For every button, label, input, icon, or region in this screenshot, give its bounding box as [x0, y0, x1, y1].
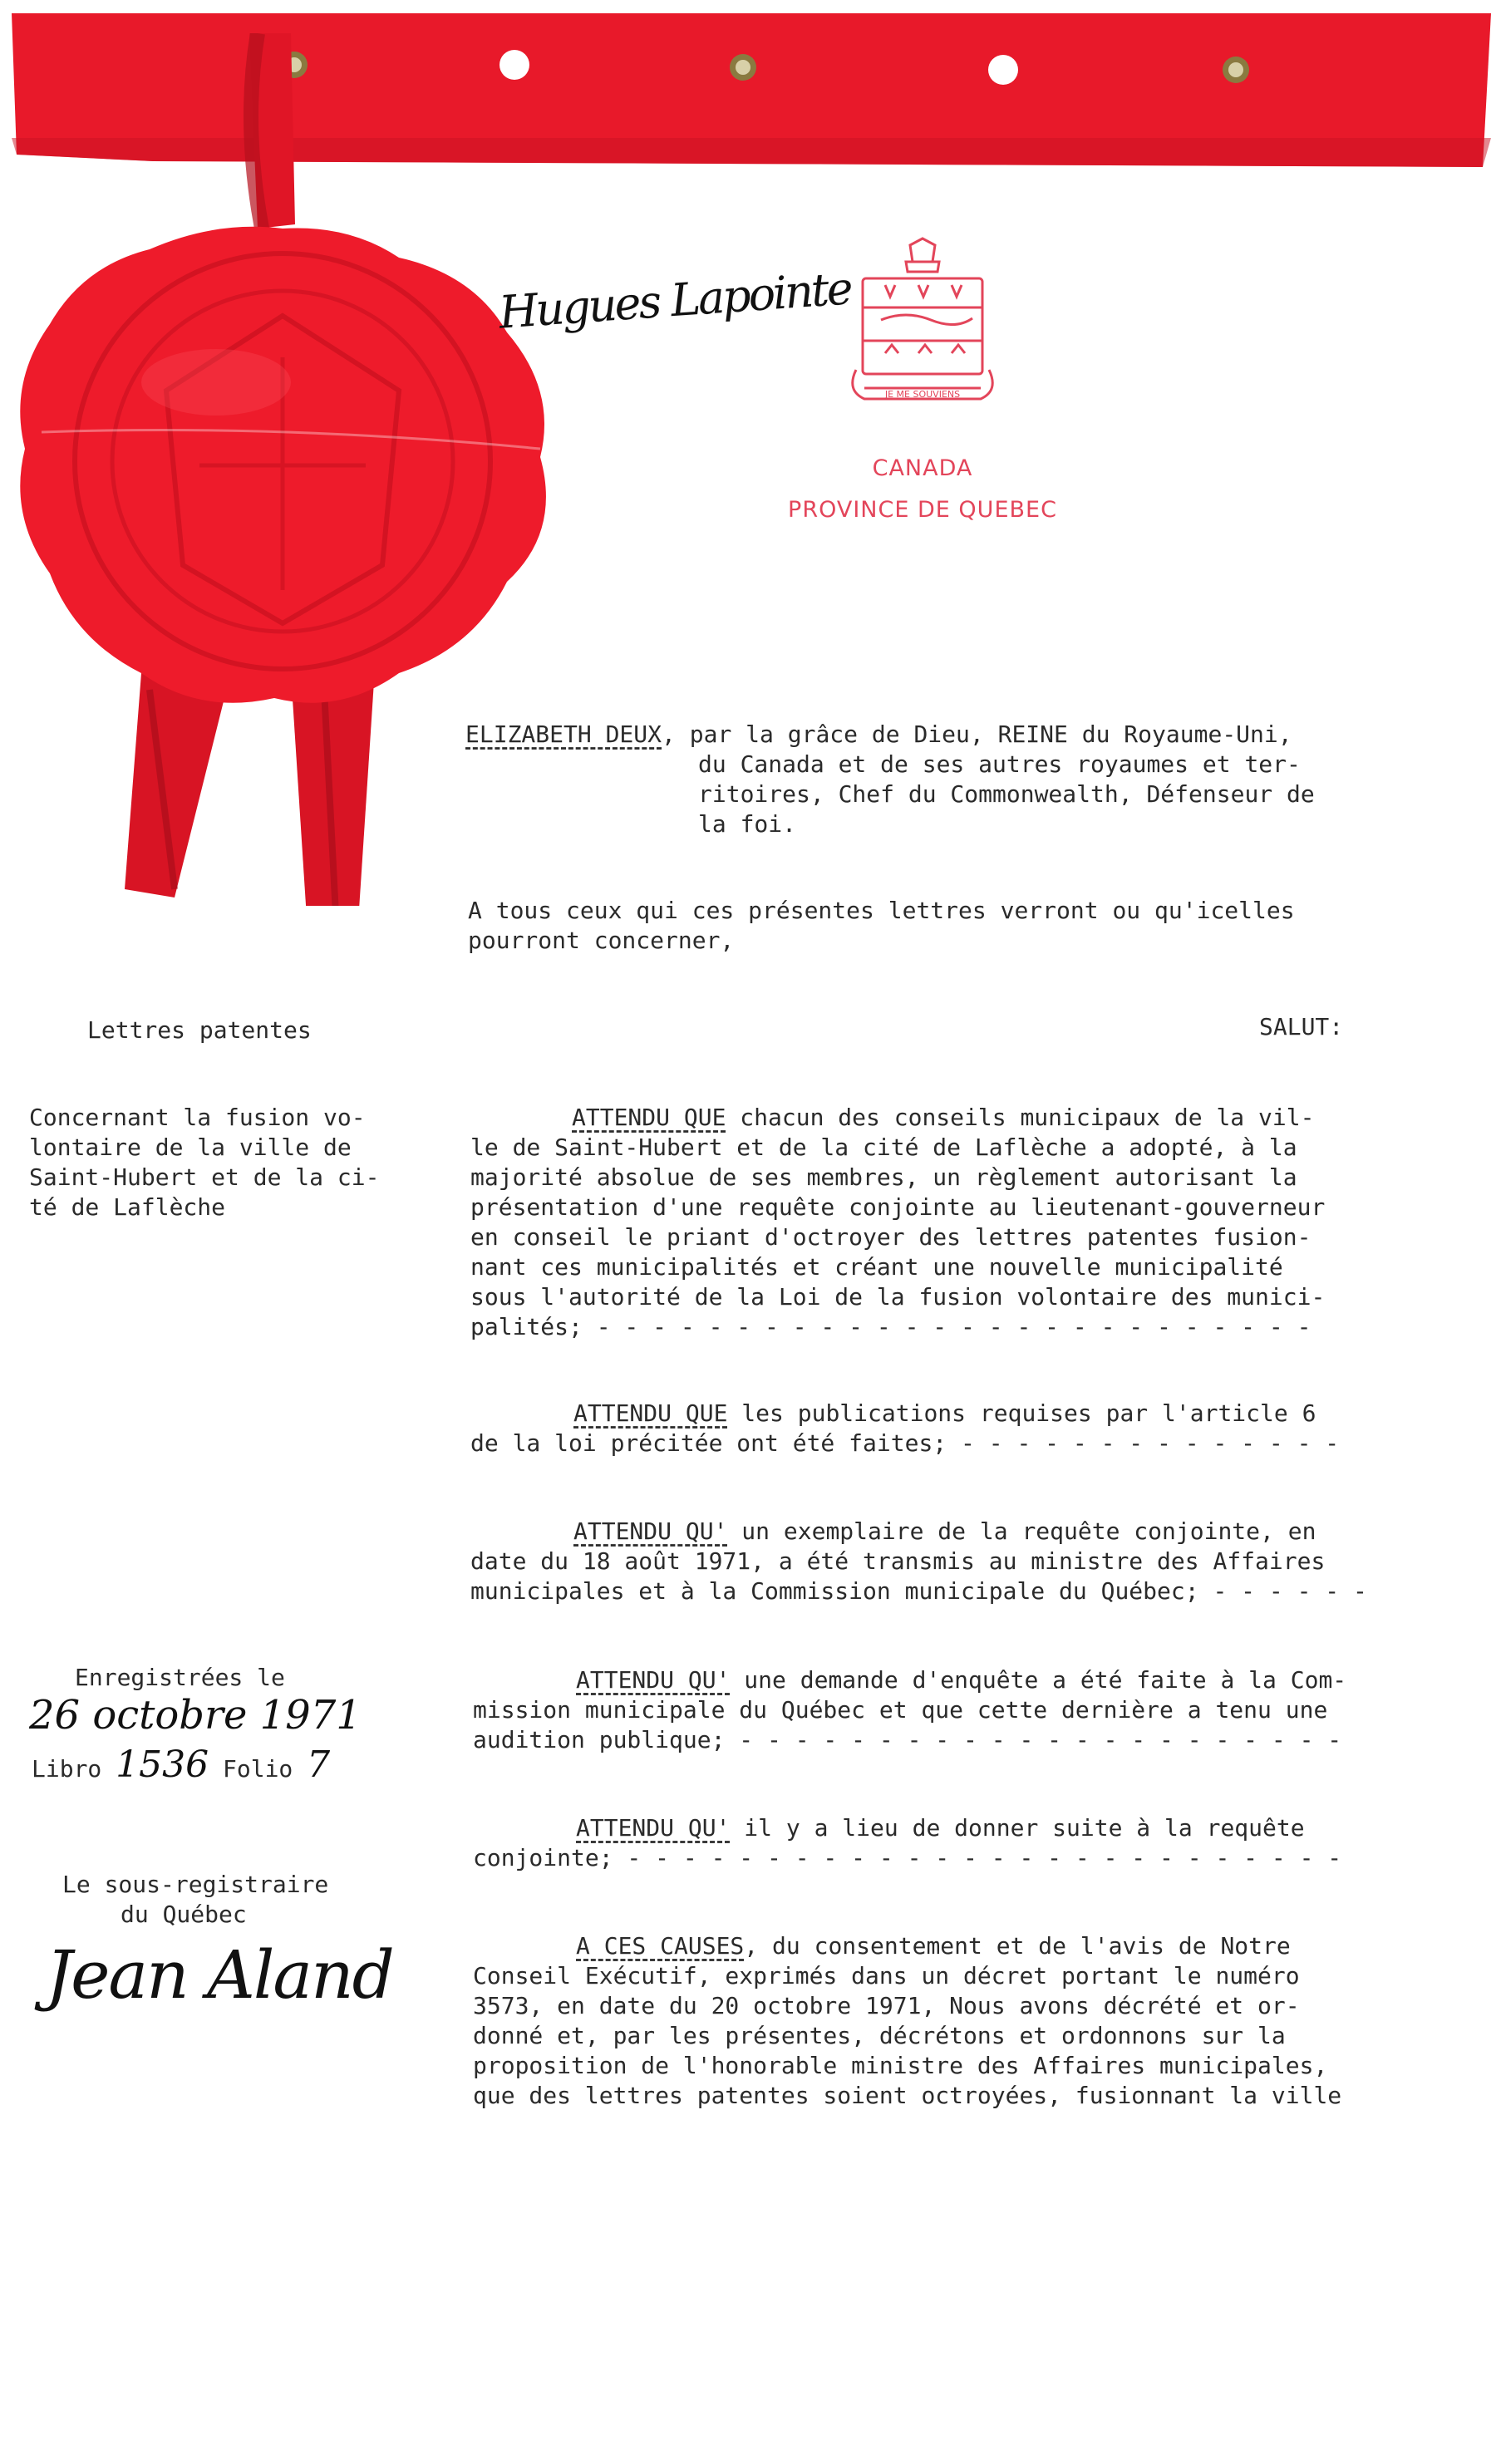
preamble-text-1: , par la grâce de Dieu, REINE du Royaume-Uni, [662, 721, 1292, 748]
clause-5-text: il y a lieu de donner suite à la requête [730, 1814, 1305, 1842]
grommet-2 [730, 54, 756, 81]
clause-3-line-3: municipales et à la Commission municipale du Québec; - - - - - - [470, 1577, 1367, 1605]
margin-subject-3: Saint-Hubert et de la ci- [29, 1163, 380, 1191]
clause-4-line-3: audition publique; - - - - - - - - - - - - - - - - - - - - - - [473, 1726, 1342, 1753]
province-heading: PROVINCE DE QUEBEC [788, 497, 1057, 523]
clause-3-line-2: date du 18 août 1971, a été transmis au ministre des Affaires [470, 1547, 1326, 1575]
clause-4-line-2: mission municipale du Québec et que cette dernière a tenu une [473, 1696, 1328, 1724]
clause-6-line-1 [576, 1931, 1291, 1961]
margin-subject-2: lontaire de la ville de [29, 1134, 352, 1161]
preamble-line-1 [465, 720, 1292, 750]
clause-6-line-4: donné et, par les présentes, décrétons et ordonnons sur la [473, 2022, 1286, 2049]
clause-2-lead: ATTENDU QUE [573, 1399, 728, 1427]
margin-subject-1: Concernant la fusion vo- [29, 1104, 366, 1131]
clause-2-text: les publications requises par l'article 6 [727, 1399, 1316, 1427]
clause-1-text: chacun des conseils municipaux de la vil- [726, 1104, 1315, 1131]
clause-2-line-1 [573, 1399, 1316, 1429]
clause-4-text: une demande d'enquête a été faite à la Com- [730, 1666, 1347, 1694]
clause-6-line-5: proposition de l'honorable ministre des Affaires municipales, [473, 2052, 1328, 2079]
address-line-2: pourront concerner, [468, 927, 735, 954]
salut: SALUT: [1259, 1013, 1344, 1040]
folio-label: Folio [223, 1755, 293, 1783]
margin-title: Lettres patentes [87, 1016, 312, 1044]
clause-3-text: un exemplaire de la requête conjointe, en [727, 1517, 1316, 1545]
libro-row [32, 1743, 331, 1786]
registered-date: 26 octobre 1971 [29, 1692, 362, 1739]
libro-label: Libro [32, 1755, 102, 1783]
clause-1-line-8: palités; - - - - - - - - - - - - - - - - - - - - - - - - - - [470, 1313, 1311, 1340]
clause-5-line-2: conjointe; - - - - - - - - - - - - - - - - - - - - - - - - - - [473, 1844, 1342, 1871]
registrar-line-2: du Québec [121, 1901, 247, 1928]
preamble-line-3: ritoires, Chef du Commonwealth, Défenseur de [698, 780, 1315, 808]
clause-5-lead: ATTENDU QU' [576, 1814, 731, 1842]
preamble-line-2: du Canada et de ses autres royaumes et ter- [698, 750, 1301, 778]
clause-1-line-2: le de Saint-Hubert et de la cité de Laflèche a adopté, à la [470, 1134, 1297, 1161]
clause-3-line-1 [573, 1517, 1316, 1547]
clause-5-line-1 [576, 1813, 1305, 1843]
clause-1-line-5: en conseil le priant d'octroyer des lettres patentes fusion- [470, 1223, 1311, 1251]
country-heading: CANADA [872, 455, 973, 481]
sovereign-name: ELIZABETH DEUX [465, 721, 662, 748]
clause-1-line-4: présentation d'une requête conjointe au lieutenant-gouverneur [470, 1193, 1326, 1221]
clause-6-text: , du consentement et de l'avis de Notre [744, 1932, 1291, 1960]
clause-4-lead: ATTENDU QU' [576, 1666, 731, 1694]
grommet-3 [1223, 57, 1249, 83]
clause-6-line-6: que des lettres patentes soient octroyées, fusionnant la ville [473, 2082, 1342, 2109]
clause-4-line-1 [576, 1665, 1346, 1695]
clause-6-lead: A CES CAUSES [576, 1932, 745, 1960]
clause-1-line-3: majorité absolue de ses membres, un règlement autorisant la [470, 1163, 1297, 1191]
clause-1-line-6: nant ces municipalités et créant une nouvelle municipalité [470, 1253, 1283, 1281]
registered-label: Enregistrées le [75, 1664, 285, 1691]
punch-hole-2 [988, 55, 1018, 85]
preamble-line-4: la foi. [698, 810, 797, 838]
lieutenant-governor-signature: Hugues Lapointe [497, 262, 853, 339]
margin-subject-4: té de Laflèche [29, 1193, 226, 1221]
registrar-signature: Jean Aland [46, 1936, 393, 2014]
address-line-1: A tous ceux qui ces présentes lettres verront ou qu'icelles [468, 897, 1295, 924]
clause-6-line-2: Conseil Exécutif, exprimés dans un décret portant le numéro [473, 1962, 1300, 1989]
clause-3-lead: ATTENDU QU' [573, 1517, 728, 1545]
clause-6-line-3: 3573, en date du 20 octobre 1971, Nous avons décrété et or- [473, 1992, 1300, 2019]
folio-value: 7 [307, 1743, 331, 1786]
clause-2-line-2: de la loi précitée ont été faites; - - - - - - - - - - - - - - [470, 1429, 1340, 1457]
wax-seal [8, 33, 573, 906]
clause-1-line-7: sous l'autorité de la Loi de la fusion volontaire des munici- [470, 1283, 1326, 1311]
registrar-line-1: Le sous-registraire [62, 1871, 329, 1898]
coat-motto: JE ME SOUVIENS [884, 389, 961, 400]
clause-1-line-1 [572, 1103, 1314, 1133]
libro-value: 1536 [116, 1743, 209, 1786]
clause-1-lead: ATTENDU QUE [572, 1104, 726, 1131]
quebec-coat-of-arms-icon [839, 237, 1006, 416]
